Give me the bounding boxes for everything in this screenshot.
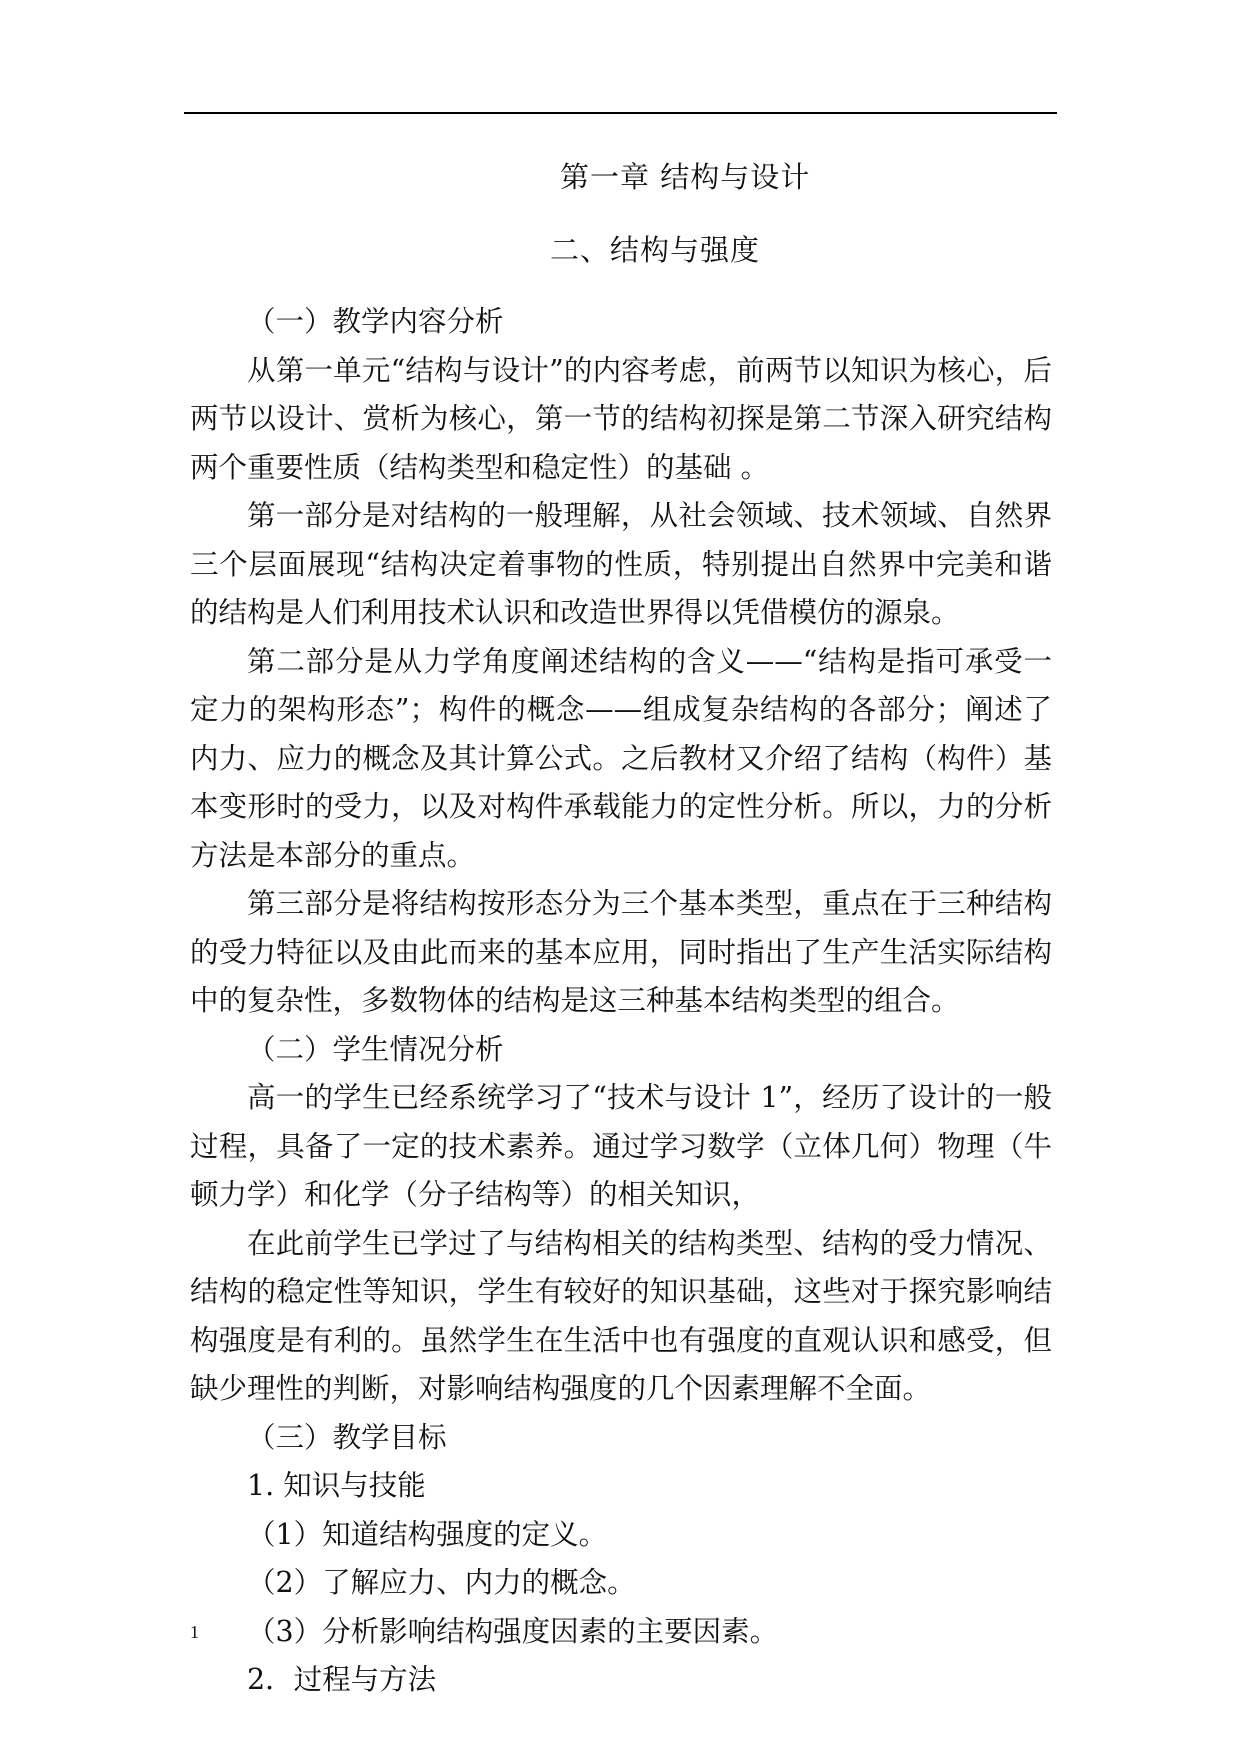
objective-process-methods: 2．过程与方法 <box>247 1663 437 1696</box>
objective-sub-item: （3）分析影响结构强度因素的主要因素。 <box>247 1614 779 1648</box>
heading-teaching-objectives: （三）教学目标 <box>247 1420 447 1454</box>
paragraph-student-knowledge: 在此前学生已学过了与结构相关的结构类型、结构的受力情况、结构的稳定性等知识，学生有较好的知识基础，这些对于探究影响结构强度是有利的。虽然学生在生活中也有强度的直观认识和感受，但缺少理性的判断，对影响结构强度的几个因素理解不全面。 <box>190 1226 1052 1405</box>
objective-sub-item: （1）知道结构强度的定义。 <box>247 1517 608 1551</box>
heading-content-analysis: （一）教学内容分析 <box>247 305 504 338</box>
heading-student-analysis: （二）学生情况分析 <box>247 1032 504 1066</box>
paragraph-unit-overview: 从第一单元“结构与设计”的内容考虑，前两节以知识为核心，后两节以设计、赏析为核心，第一节的结构初探是第二节深入研究结构两个重要性质（结构类型和稳定性）的基础 。 <box>190 353 1052 484</box>
paragraph-part-one: 第一部分是对结构的一般理解，从社会领域、技术领域、自然界三个层面展现“结构决定着事物的性质，特别提出自然界中完美和谐的结构是人们利用技术认识和改造世界得以凭借模仿的源泉。 <box>190 499 1052 629</box>
paragraph-student-background: 高一的学生已经系统学习了“技术与设计 1”，经历了设计的一般过程，具备了一定的技术素养。通过学习数学（立体几何）物理（牛顿力学）和化学（分子结构等）的相关知识， <box>190 1081 1052 1211</box>
objective-knowledge-skills: 1. 知识与技能 <box>247 1469 426 1502</box>
objective-sub-item: （2）了解应力、内力的概念。 <box>247 1566 636 1599</box>
chapter-title: 第一章 结构与设计 <box>560 160 811 194</box>
header-rule <box>184 112 1057 114</box>
page-number: 1 <box>190 1622 199 1642</box>
document-body <box>190 298 1052 1705</box>
paragraph-part-two: 第二部分是从力学角度阐述结构的含义——“结构是指可承受一定力的架构形态”；构件的概念——组成复杂结构的各部分；阐述了内力、应力的概念及其计算公式。之后教材又介绍了结构（构件）基本变形时的受力，以及对构件承载能力的定性分析。所以，力的分析方法是本部分的重点。 <box>190 644 1052 872</box>
paragraph-part-three: 第三部分是将结构按形态分为三个基本类型，重点在于三种结构的受力特征以及由此而来的基本应用，同时指出了生产生活实际结构中的复杂性，多数物体的结构是这三种基本结构类型的组合。 <box>190 887 1052 1017</box>
section-title: 二、结构与强度 <box>550 233 761 267</box>
